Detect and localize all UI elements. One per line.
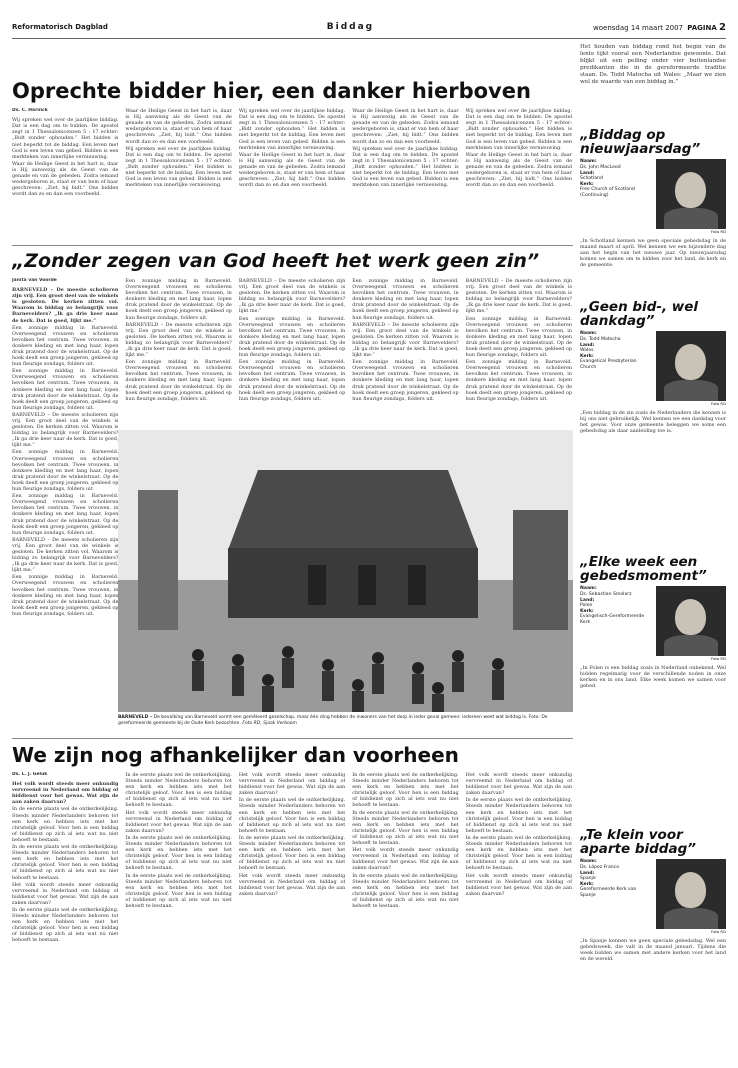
masthead-page-number: 2 [719, 21, 726, 33]
main-photo-caption [118, 715, 573, 726]
sidebar3-title: „Elke week een gebedsmoment” [580, 555, 707, 585]
article-afhankelijker [12, 745, 572, 1060]
sidebar3-portrait [656, 586, 727, 656]
article2-lead: BARNEVELD – De meeste scholieren zijn vrij. Een groot deel van de winkels is gesloten. De kerken zitten vol. Waarom is biddag zo belangrijk voor Barnevelders? „Ik ga drie keer naar de kerk. Dat is goed, lijkt me.” [12, 287, 119, 324]
sidebar1-body: „In Schotland kennen we geen speciale gebedsdag in de maand maart of april. Wel kennen we een bijzondere dag aan het begin van het nieuwe jaar. Op nieuwjaarsdag komen we samen om te bidden voor het land, de kerk en de gemeente. [580, 237, 726, 269]
masthead-date-page [593, 22, 726, 33]
sidebar4-portrait [656, 859, 727, 929]
article3-col: Het volk wordt steeds meer onkundig vervreemd in Nederland om biddag of biddienst voor het gewas. Wat zijn de aan zaken daarvan? In de eerste plaats wel de ontkerkelijking. Steeds minder Nederlanders behoren tot een kerk en hebben iets met het christelijk geloof. Voor hen is een biddag of biddienst op zich al iets wat nu niet behoeft te bestaan. In de eerste plaats wel de ontkerkelijking. Steeds minder Nederlanders behoren tot een kerk en hebben iets met het christelijk geloof. Voor hen is een biddag of biddienst op zich al iets wat nu niet behoeft te bestaan. Het volk wordt steeds meer onkundig vervreemd in Nederland om biddag of biddienst voor het gewas. Wat zijn de aan zaken daarvan? [465, 772, 572, 897]
article-oprechte-bidder [12, 80, 572, 240]
top-sidebar-intro [580, 44, 726, 118]
sidebar4-info: Naam: Ds. López Franco Land: Spanje Kerk: Gereformeerde Kerk van Spanje [580, 859, 651, 935]
article3-col: Ds. L. J. Geluk Het volk wordt steeds meer onkundig vervreemd in Nederland om biddag of biddienst voor het gewas. Wat zijn de aan zaken daarvan? In de eerste plaats wel de ontkerkelijking. Steeds minder Nederlanders behoren tot een kerk en hebben iets met het christelijk geloof. Voor hen is een biddag of biddienst op zich al iets wat nu niet behoeft te bestaan. In de eerste plaats wel de ontkerkelijking. Steeds minder Nederlanders behoren tot een kerk en hebben iets met het christelijk geloof. Voor hen is een biddag of biddienst op zich al iets wat nu niet behoeft te bestaan. Het volk wordt steeds meer onkundig vervreemd in Nederland om biddag of biddienst voor het gewas. Wat zijn de aan zaken daarvan? In de eerste plaats wel de ontkerkelijking. Steeds minder Nederlanders behoren tot een kerk en hebben iets met het christelijk geloof. Voor hen is een biddag of biddienst op zich al iets wat nu niet behoeft te bestaan. [12, 772, 119, 944]
sidebar3-body: „In Polen is een biddag zoals in Nederland onbekend. Wel bidden regelmatig voor de verschillende noden in onze kerken en in ons land. Elke week komen we samen voor gebed. [580, 664, 726, 690]
sidebar2-info: Naam: Ds. Todd Matocha Land: Wales Kerk: Evangelical Presbyterian Church [580, 331, 651, 407]
article1-col [12, 108, 118, 240]
article1-col: Waar de Heilige Geest in het hart is, daar is Hij aanwezig als de Geest van de genade en van de gebeden. Zodra iemand wedergeboren is, staat er van hem of haar geschreven: „Ziet, hij bidt.” Ons bidden wordt dan zo en dan een voorbeeld. Wij spreken wel over de jaarlijkse biddag. Dat is een dag om te bidden. De apostel zegt in 1 Thessalonicenzen 5 : 17 echter: „Bidt zonder ophouden.” Het bidden is niet beperkt tot de biddag. Een leven met God is een leven van gebed. Bidden is een merkteken van innerlijke vernieuwing. [352, 108, 459, 189]
sidebar4-photo-credit: Foto RD [711, 929, 726, 935]
top-sidebar-lead: Het houden van biddag rond het begin van de lente tijkt vooral een Nederlandse gewoonte. Dat blijkt uit een peiling onder vier buitenlandse predikanten die in de gereformeerde traditie staan. Ds. Todd Matocha uit Wales: „Maar we zien wel de waarde van een biddag in.” [580, 44, 726, 86]
article3-col: In de eerste plaats wel de ontkerkelijking. Steeds minder Nederlanders behoren tot een kerk en hebben iets met het christelijk geloof. Voor hen is een biddag of biddienst op zich al iets wat nu niet behoeft te bestaan. Het volk wordt steeds meer onkundig vervreemd in Nederland om biddag of biddienst voor het gewas. Wat zijn de aan zaken daarvan? In de eerste plaats wel de ontkerkelijking. Steeds minder Nederlanders behoren tot een kerk en hebben iets met het christelijk geloof. Voor hen is een biddag of biddienst op zich al iets wat nu niet behoeft te bestaan. In de eerste plaats wel de ontkerkelijking. Steeds minder Nederlanders behoren tot een kerk en hebben iets met het christelijk geloof. Voor hen is een biddag of biddienst op zich al iets wat nu niet behoeft te bestaan. [125, 772, 232, 909]
sidebar1-photo-credit: Foto RD [711, 229, 726, 235]
article1-title: Oprechte bidder hier, een danker hierboven [12, 80, 531, 103]
article2-col: Een zonnige middag in Barneveld. Overweegend vrouwen en scholieren bevolken het centrum. Twee vrouwen, in donkere kleding en met lang haar, lopen druk pratend door de winkelstraat. Op de hoek deelt een groep jongeren, gekleed op hun fleurige zondags, folders uit. BARNEVELD – De meeste scholieren zijn vrij. Een groot deel van de winkels is gesloten. De kerken zitten vol. Waarom is biddag zo belangrijk voor Barnevelders? „Ik ga drie keer naar de kerk. Dat is goed, lijkt me.” Een zonnige middag in Barneveld. Overweegend vrouwen en scholieren bevolken het centrum. Twee vrouwen, in donkere kleding en met lang haar, lopen druk pratend door de winkelstraat. Op de hoek deelt een groep jongeren, gekleed op hun fleurige zondags, folders uit. [352, 277, 459, 402]
divider [12, 245, 573, 246]
article2-title: „Zonder zegen van God heeft het werk geen zin” [12, 252, 540, 272]
sidebar2-portrait [656, 331, 727, 401]
caption-credit: Foto RD, Sjaak Verboom [242, 720, 297, 726]
sidebar-matocha [580, 300, 726, 540]
sidebar2-country: Wales [580, 348, 594, 354]
sidebar1-country: Schotland [580, 176, 603, 182]
sidebar-smolarz [580, 555, 726, 815]
article3-title: We zijn nog afhankelijker dan voorheen [12, 745, 459, 767]
masthead-page-label: PAGINA [687, 23, 717, 32]
sidebar4-church: Gereformeerde Kerk van Spanje [580, 887, 637, 898]
main-photo [118, 430, 573, 712]
article1-lead: Wij spreken wel over de jaarlijkse biddag. Dat is een dag om te bidden. De apostel zegt in 1 Thessalonicenzen 5 : 17 echter: „Bidt zonder ophouden.” Het bidden is niet beperkt tot de biddag. Een leven met God is een leven van gebed. Bidden is een merkteken van innerlijke vernieuwing. [12, 117, 119, 160]
article1-col: Wij spreken wel over de jaarlijkse biddag. Dat is een dag om te bidden. De apostel zegt in 1 Thessalonicenzen 5 : 17 echter: „Bidt zonder ophouden.” Het bidden is niet beperkt tot de biddag. Een leven met God is een leven van gebed. Bidden is een merkteken van innerlijke vernieuwing. Waar de Heilige Geest in het hart is, daar is Hij aanwezig als de Geest van de genade en van de gebeden. Zodra iemand wedergeboren is, staat er van hem of haar geschreven: „Ziet, hij bidt.” Ons bidden wordt dan zo en dan een voorbeeld. [465, 108, 572, 189]
sidebar1-church: Free Church of Scotland (Continuing) [580, 187, 635, 198]
caption-place: BARNEVELD – [118, 715, 153, 720]
article2-body: Een zonnige middag in Barneveld. Overweegend vrouwen en scholieren bevolken het centrum. Twee vrouwen, in donkere kleding en met lang haar, lopen druk pratend door de winkelstraat. Op de hoek deelt een groep jongeren, gekleed op hun fleurige zondags, folders uit. [12, 324, 119, 368]
article1-body: Waar de Heilige Geest in het hart is, daar is Hij aanwezig als de Geest van de genade en van de gebeden. Zodra iemand wedergeboren is, staat er van hem of haar geschreven: „Ziet, hij bidt.” Ons bidden wordt dan zo en dan een voorbeeld. [12, 160, 119, 198]
masthead-section: Biddag [326, 22, 375, 32]
sidebar3-country: Polen [580, 603, 593, 609]
divider [12, 738, 573, 739]
church-illustration [118, 430, 573, 712]
sidebar4-country: Spanje [580, 876, 596, 882]
sidebar3-photo-credit: Foto RD [711, 656, 726, 662]
sidebar4-name: Ds. López Franco [580, 864, 620, 870]
article2-col: Een zonnige middag in Barneveld. Overweegend vrouwen en scholieren bevolken het centrum. Twee vrouwen, in donkere kleding en met lang haar, lopen druk pratend door de winkelstraat. Op de hoek deelt een groep jongeren, gekleed op hun fleurige zondags, folders uit. BARNEVELD – De meeste scholieren zijn vrij. Een groot deel van de winkels is gesloten. De kerken zitten vol. Waarom is biddag zo belangrijk voor Barnevelders? „Ik ga drie keer naar de kerk. Dat is goed, lijkt me.” Een zonnige middag in Barneveld. Overweegend vrouwen en scholieren bevolken het centrum. Twee vrouwen, in donkere kleding en met lang haar, lopen druk pratend door de winkelstraat. Op de hoek deelt een groep jongeren, gekleed op hun fleurige zondags, folders uit. [125, 277, 232, 402]
caption-text: De bevolking van Barneveld vormt een gemêleerd gezelschap, maar één ding hebben de inwoners van het dorp in ieder geval gemeen: iedereen weet wat biddag is. Foto: De gereformeerde gemeente bij de Oude Kerk bezochten. [118, 715, 548, 726]
sidebar1-name: Ds. John MacLeod [580, 164, 621, 170]
article3-lead: Het volk wordt steeds meer onkundig vervreemd in Nederland om biddag of biddienst voor het gewas. Wat zijn de aan zaken daarvan? [12, 781, 119, 806]
sidebar3-church: Evangelisch-Gereformeerde Kerk [580, 614, 645, 625]
sidebar2-title: „Geen bid-, wel dankdag” [580, 300, 699, 330]
sidebar1-title: „Biddag op nieuwjaarsdag” [580, 128, 701, 158]
article1-col: Wij spreken wel over de jaarlijkse biddag. Dat is een dag om te bidden. De apostel zegt in 1 Thessalonicenzen 5 : 17 echter: „Bidt zonder ophouden.” Het bidden is niet beperkt tot de biddag. Een leven met God is een leven van gebed. Bidden is een merkteken van innerlijke vernieuwing. Waar de Heilige Geest in het hart is, daar is Hij aanwezig als de Geest van de genade en van de gebeden. Zodra iemand wedergeboren is, staat er van hem of haar geschreven: „Ziet, hij bidt.” Ons bidden wordt dan zo en dan een voorbeeld. [238, 108, 346, 189]
sidebar-lopez-franco [580, 828, 726, 1060]
sidebar4-body: „In Spanje kennen we geen speciale gebedsdag. Wel een gebedsweek, die valt in de maand januari. Tijdens die week bidden we samen met andere kerken voor het land en de wereld. [580, 937, 726, 963]
article2-col: Janita van Voorde BARNEVELD – De meeste scholieren zijn vrij. Een groot deel van de winkels is gesloten. De kerken zitten vol. Waarom is biddag zo belangrijk voor Barnevelders? „Ik ga drie keer naar de kerk. Dat is goed, lijkt me.” Een zonnige middag in Barneveld. Overweegend vrouwen en scholieren bevolken het centrum. Twee vrouwen, in donkere kleding en met lang haar, lopen druk pratend door de winkelstraat. Op de hoek deelt een groep jongeren, gekleed op hun fleurige zondags, folders uit. Een zonnige middag in Barneveld. Overweegend vrouwen en scholieren bevolken het centrum. Twee vrouwen, in donkere kleding en met lang haar, lopen druk pratend door de winkelstraat. Op de hoek deelt een groep jongeren, gekleed op hun fleurige zondags, folders uit. BARNEVELD – De meeste scholieren zijn vrij. Een groot deel van de winkels is gesloten. De kerken zitten vol. Waarom is biddag zo belangrijk voor Barnevelders? „Ik ga drie keer naar de kerk. Dat is goed, lijkt me.” Een zonnige middag in Barneveld. Overweegend vrouwen en scholieren bevolken het centrum. Twee vrouwen, in donkere kleding en met lang haar, lopen druk pratend door de winkelstraat. Op de hoek deelt een groep jongeren, gekleed op hun fleurige zondags, folders uit. Een zonnige middag in Barneveld. Overweegend vrouwen en scholieren bevolken het centrum. Twee vrouwen, in donkere kleding en met lang haar, lopen druk pratend door de winkelstraat. Op de hoek deelt een groep jongeren, gekleed op hun fleurige zondags, folders uit. BARNEVELD – De meeste scholieren zijn vrij. Een groot deel van de winkels is gesloten. De kerken zitten vol. Waarom is biddag zo belangrijk voor Barnevelders? „Ik ga drie keer naar de kerk. Dat is goed, lijkt me.” Een zonnige middag in Barneveld. Overweegend vrouwen en scholieren bevolken het centrum. Twee vrouwen, in donkere kleding en met lang haar, lopen druk pratend door de winkelstraat. Op de hoek deelt een groep jongeren, gekleed op hun fleurige zondags, folders uit. [12, 277, 119, 617]
sidebar-macleod [580, 128, 726, 288]
sidebar2-photo-credit: Foto RD [711, 401, 726, 407]
sidebar2-name: Ds. Todd Matocha [580, 336, 621, 342]
sidebar2-church: Evangelical Presbyterian Church [580, 359, 637, 370]
article1-col: Waar de Heilige Geest in het hart is, daar is Hij aanwezig als de Geest van de genade en van de gebeden. Zodra iemand wedergeboren is, staat er van hem of haar geschreven: „Ziet, hij bidt.” Ons bidden wordt dan zo en dan een voorbeeld. Wij spreken wel over de jaarlijkse biddag. Dat is een dag om te bidden. De apostel zegt in 1 Thessalonicenzen 5 : 17 echter: „Bidt zonder ophouden.” Het bidden is niet beperkt tot de biddag. Een leven met God is een leven van gebed. Bidden is een merkteken van innerlijke vernieuwing. [125, 108, 232, 189]
article2-byline: Janita van Voorde [12, 277, 57, 283]
article2-col: BARNEVELD – De meeste scholieren zijn vrij. Een groot deel van de winkels is gesloten. De kerken zitten vol. Waarom is biddag zo belangrijk voor Barnevelders? „Ik ga drie keer naar de kerk. Dat is goed, lijkt me.” Een zonnige middag in Barneveld. Overweegend vrouwen en scholieren bevolken het centrum. Twee vrouwen, in donkere kleding en met lang haar, lopen druk pratend door de winkelstraat. Op de hoek deelt een groep jongeren, gekleed op hun fleurige zondags, folders uit. Een zonnige middag in Barneveld. Overweegend vrouwen en scholieren bevolken het centrum. Twee vrouwen, in donkere kleding en met lang haar, lopen druk pratend door de winkelstraat. Op de hoek deelt een groep jongeren, gekleed op hun fleurige zondags, folders uit. [465, 277, 572, 402]
article3-body: In de eerste plaats wel de ontkerkelijking. Steeds minder Nederlanders behoren tot een kerk en hebben iets met het christelijk geloof. Voor hen is een biddag of biddienst op zich al iets wat nu niet behoeft te bestaan. [12, 806, 119, 843]
masthead [12, 16, 726, 39]
article3-col: Het volk wordt steeds meer onkundig vervreemd in Nederland om biddag of biddienst voor het gewas. Wat zijn de aan zaken daarvan? In de eerste plaats wel de ontkerkelijking. Steeds minder Nederlanders behoren tot een kerk en hebben iets met het christelijk geloof. Voor hen is een biddag of biddienst op zich al iets wat nu niet behoeft te bestaan. In de eerste plaats wel de ontkerkelijking. Steeds minder Nederlanders behoren tot een kerk en hebben iets met het christelijk geloof. Voor hen is een biddag of biddienst op zich al iets wat nu niet behoeft te bestaan. Het volk wordt steeds meer onkundig vervreemd in Nederland om biddag of biddienst voor het gewas. Wat zijn de aan zaken daarvan? [238, 772, 346, 897]
sidebar3-info: Naam: Ds. Sebastian Smolarz Land: Polen Kerk: Evangelisch-Gereformeerde Kerk [580, 586, 651, 662]
article3-byline: Ds. L. J. Geluk [12, 772, 48, 777]
article1-byline: Ds. C. Harinck [12, 108, 48, 114]
sidebar1-portrait [656, 159, 727, 229]
sidebar4-title: „Te klein voor aparte biddag” [580, 828, 696, 858]
sidebar3-name: Ds. Sebastian Smolarz [580, 591, 632, 597]
article3-col: In de eerste plaats wel de ontkerkelijking. Steeds minder Nederlanders behoren tot een kerk en hebben iets met het christelijk geloof. Voor hen is een biddag of biddienst op zich al iets wat nu niet behoeft te bestaan. In de eerste plaats wel de ontkerkelijking. Steeds minder Nederlanders behoren tot een kerk en hebben iets met het christelijk geloof. Voor hen is een biddag of biddienst op zich al iets wat nu niet behoeft te bestaan. Het volk wordt steeds meer onkundig vervreemd in Nederland om biddag of biddienst voor het gewas. Wat zijn de aan zaken daarvan? In de eerste plaats wel de ontkerkelijking. Steeds minder Nederlanders behoren tot een kerk en hebben iets met het christelijk geloof. Voor hen is een biddag of biddienst op zich al iets wat nu niet behoeft te bestaan. [352, 772, 459, 909]
masthead-date: woensdag 14 maart 2007 [593, 23, 684, 32]
sidebar2-body: „Een biddag in de zin zoals de Nederlanders die kennen is bij ons niet gebruikelijk. Wel kennen we een dankdag voor het gewas. Voor onze gemeente beleggen we soms een gebedsdag als daar aanleiding toe is. [580, 409, 726, 435]
masthead-paper-name: Reformatorisch Dagblad [12, 23, 108, 31]
sidebar1-info: Naam: Ds. John MacLeod Land: Schotland Kerk: Free Church of Scotland (Continuing) [580, 159, 651, 235]
article2-col: BARNEVELD – De meeste scholieren zijn vrij. Een groot deel van de winkels is gesloten. De kerken zitten vol. Waarom is biddag zo belangrijk voor Barnevelders? „Ik ga drie keer naar de kerk. Dat is goed, lijkt me.” Een zonnige middag in Barneveld. Overweegend vrouwen en scholieren bevolken het centrum. Twee vrouwen, in donkere kleding en met lang haar, lopen druk pratend door de winkelstraat. Op de hoek deelt een groep jongeren, gekleed op hun fleurige zondags, folders uit. Een zonnige middag in Barneveld. Overweegend vrouwen en scholieren bevolken het centrum. Twee vrouwen, in donkere kleding en met lang haar, lopen druk pratend door de winkelstraat. Op de hoek deelt een groep jongeren, gekleed op hun fleurige zondags, folders uit. [238, 277, 346, 402]
